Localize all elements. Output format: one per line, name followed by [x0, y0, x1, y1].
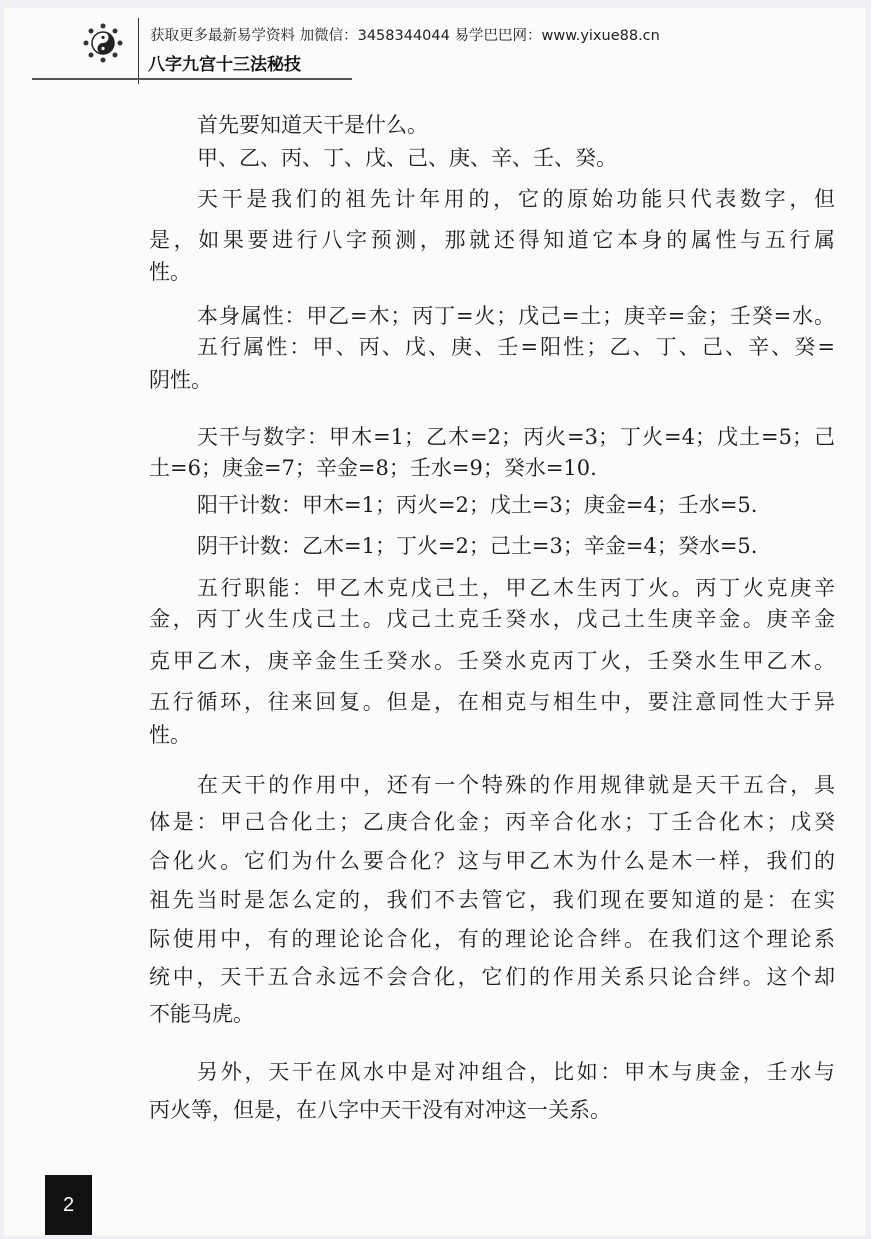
text-line: 金，丙丁火生戊己土。戊己土克壬癸水，戊己土生庚辛金。庚辛金 — [149, 607, 835, 631]
text-line: 克甲乙木，庚辛金生壬癸水。壬癸水克丙丁火，壬癸水生甲乙木。 — [149, 649, 835, 673]
text-line: 不能马虎。 — [149, 1002, 254, 1026]
text-line: 祖先当时是怎么定的，我们不去管它，我们现在要知道的是：在实 — [149, 888, 835, 912]
header-divider-horizontal — [32, 78, 352, 80]
page-number: 2 — [45, 1175, 92, 1235]
text-line: 另外，天干在风水中是对冲组合，比如：甲木与庚金，壬水与 — [197, 1060, 835, 1084]
text-line: 首先要知道天干是什么。 — [197, 113, 428, 137]
text-line: 性。 — [149, 260, 191, 284]
text-line: 丙火等，但是，在八字中天干没有对冲这一关系。 — [149, 1098, 611, 1122]
text-line: 天干是我们的祖先计年用的，它的原始功能只代表数字，但 — [197, 187, 835, 211]
text-line: 统中，天干五合永远不会合化，它们的作用关系只论合绊。这个却 — [149, 965, 835, 989]
document-page — [4, 8, 866, 1236]
text-line: 合化火。它们为什么要合化？这与甲乙木为什么是木一样，我们的 — [149, 849, 835, 873]
text-line: 五行属性：甲、丙、戊、庚、壬=阳性；乙、丁、己、辛、癸= — [197, 335, 835, 359]
text-line: 本身属性：甲乙=木；丙丁=火；戊己=土；庚辛=金；壬癸=水。 — [197, 304, 835, 328]
header-info: 获取更多最新易学资料 加微信：3458344044 易学巴巴网：www.yixue88.cn — [150, 28, 660, 44]
header-divider-vertical — [138, 18, 139, 84]
text-line: 阴性。 — [149, 368, 212, 392]
text-line: 阳干计数：甲木=1；丙火=2；戊土=3；庚金=4；壬水=5. — [197, 493, 758, 517]
text-line: 甲、乙、丙、丁、戊、己、庚、辛、壬、癸。 — [197, 146, 617, 170]
text-line: 五行职能：甲乙木克戊己土，甲乙木生丙丁火。丙丁火克庚辛 — [197, 576, 835, 600]
taiji-logo-icon — [82, 22, 124, 64]
text-line: 阴干计数：乙木=1；丁火=2；己土=3；辛金=4；癸水=5. — [197, 534, 758, 558]
text-line: 五行循环，往来回复。但是，在相克与相生中，要注意同性大于异 — [149, 690, 835, 714]
text-line: 在天干的作用中，还有一个特殊的作用规律就是天干五合，具 — [197, 773, 835, 797]
text-line: 天干与数字：甲木=1；乙木=2；丙火=3；丁火=4；戊土=5；己 — [197, 425, 835, 449]
text-line: 际使用中，有的理论论合化，有的理论论合绊。在我们这个理论系 — [149, 927, 835, 951]
text-line: 体是：甲己合化土；乙庚合化金；丙辛合化水；丁壬合化木；戊癸 — [149, 810, 835, 834]
text-line: 性。 — [149, 723, 191, 747]
text-line: 土=6；庚金=7；辛金=8；壬水=9；癸水=10. — [149, 456, 597, 480]
book-title: 八字九宫十三法秘技 — [148, 55, 301, 75]
text-line: 是，如果要进行八字预测，那就还得知道它本身的属性与五行属 — [149, 228, 835, 252]
